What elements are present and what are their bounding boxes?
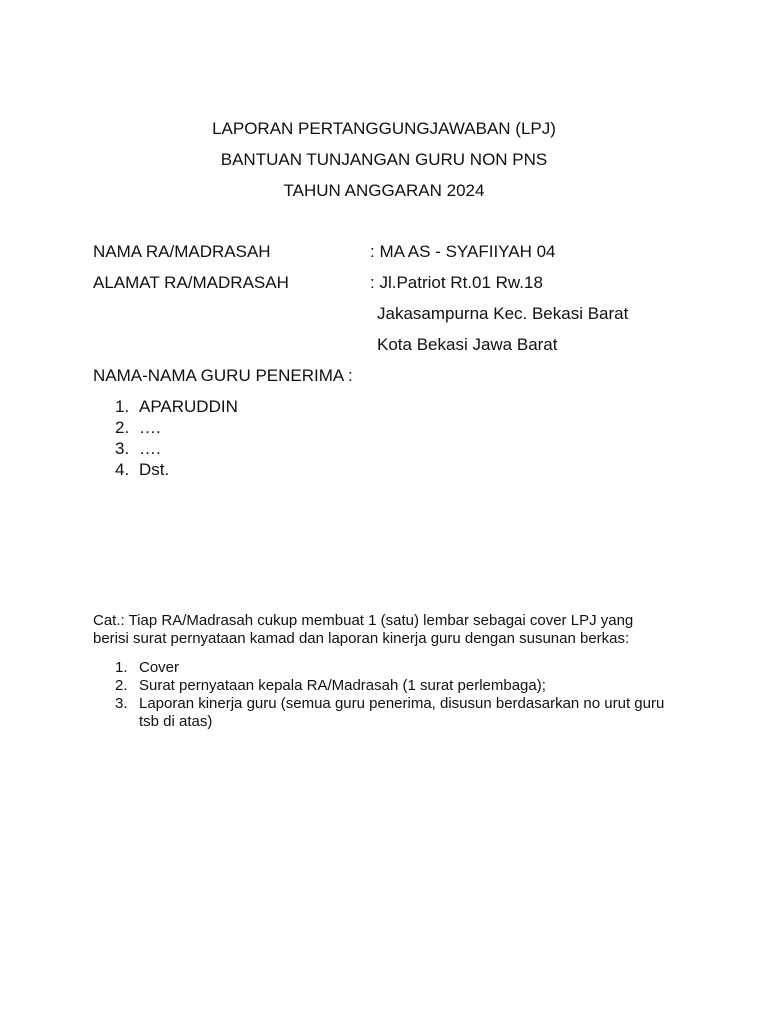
list-item (93, 417, 238, 438)
list-number: 3. (115, 439, 130, 458)
list-number: 1. (115, 659, 128, 676)
address-line-2: Jakasampurna Kec. Bekasi Barat (377, 304, 629, 323)
report-subtitle: BANTUAN TUNJANGAN GURU NON PNS (220, 150, 548, 169)
list-number: 2. (115, 677, 128, 694)
list-item (93, 438, 238, 459)
list-number: 2. (115, 418, 130, 437)
address-label: ALAMAT RA/MADRASAH (93, 273, 289, 292)
note-item-text: Laporan kinerja guru (semua guru penerima, disusun berdasarkan no urut guru tsb di atas) (139, 695, 665, 730)
report-title: LAPORAN PERTANGGUNGJAWABAN (LPJ) (212, 119, 556, 138)
list-item (93, 459, 238, 480)
list-item (93, 695, 673, 731)
note-item-text: Surat pernyataan kepala RA/Madrasah (1 surat perlembaga); (139, 677, 546, 694)
list-item (93, 659, 673, 677)
teachers-label: NAMA-NAMA GURU PENERIMA : (93, 366, 353, 385)
school-name-label: NAMA RA/MADRASAH (93, 242, 271, 261)
note-item-text: Cover (139, 659, 180, 676)
teacher-name: APARUDDIN (139, 397, 238, 416)
teacher-name: …. (139, 439, 161, 458)
school-name-value: : MA AS - SYAFIIYAH 04 (370, 242, 556, 261)
report-year: TAHUN ANGGARAN 2024 (283, 181, 485, 200)
note-paragraph: Cat.: Tiap RA/Madrasah cukup membuat 1 (satu) lembar sebagai cover LPJ yang berisi surat pernyataan kamad dan laporan kinerja guru dengan susunan berkas: (93, 612, 634, 647)
address-line-1: : Jl.Patriot Rt.01 Rw.18 (370, 273, 543, 292)
teacher-name: …. (139, 418, 161, 437)
list-number: 1. (115, 397, 130, 416)
list-item (93, 396, 238, 417)
address-line-3: Kota Bekasi Jawa Barat (377, 335, 558, 354)
list-number: 3. (115, 695, 128, 712)
list-item (93, 677, 673, 695)
teacher-list (93, 396, 238, 480)
teacher-name: Dst. (139, 460, 170, 479)
note-list (93, 659, 673, 731)
list-number: 4. (115, 460, 130, 479)
